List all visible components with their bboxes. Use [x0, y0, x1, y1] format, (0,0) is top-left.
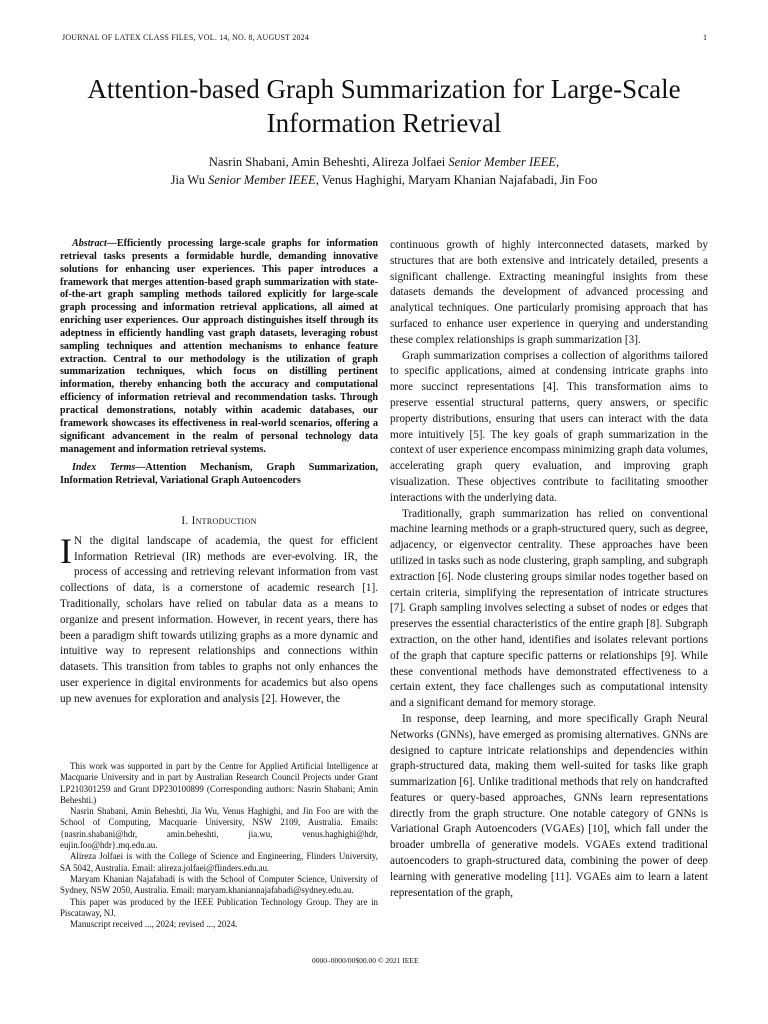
index-terms-label: Index Terms [72, 462, 136, 474]
footnote: Maryam Khanian Najafabadi is with the School of Computer Science, University of Sydney, NSW 2050, Australia. Email: maryam.khaniannajafabadi@sydney.edu.au. [60, 873, 378, 896]
footnote: This paper was produced by the IEEE Publication Technology Group. They are in Piscataway, NJ. [60, 896, 378, 918]
author-punct: , [556, 155, 560, 169]
body-paragraph: continuous growth of highly interconnected datasets, marked by structures that are both extensive and intricately detailed, presents a significant challenge. Extracting meaningful insights from these datasets demands the development of advanced processing and analytical techniques. One particularly promising approach that has surfaced to enhance user experience in querying and understanding these complex relationships is graph summarization [3]. [390, 239, 708, 346]
drop-cap: I [60, 530, 72, 571]
right-column [390, 238, 708, 901]
footnote: Manuscript received ..., 2024; revised ..., 2024. [70, 919, 238, 930]
footnote: Alireza Jolfaei is with the College of Science and Engineering, Flinders University, SA 5042, Australia. Email: alireza.jolfaei@flinders.edu.au. [60, 851, 378, 873]
section-heading [60, 514, 378, 530]
abstract [60, 238, 378, 456]
section-number: I. [181, 515, 192, 528]
author-role: Senior Member IEEE [208, 173, 316, 187]
intro-text: N the digital landscape of academia, the quest for efficient Information Retrieval (IR) methods are ever-evolving. IR, the process of accessing and retrieving relevant information from vast collections of data, is a cornerstone of academic research [1]. Traditionally, scholars have relied on tabular data as a means to organize and present information. However, in recent years, there has been a paradigm shift towards utilizing graphs as a more dynamic and intuitive way to represent relationships and connections within datasets. This transition from tables to graphs not only enhances the user experience in digital environments for academics but also opens up new avenues for exploration and analysis [2]. However, the [60, 534, 378, 705]
index-terms-text: —Attention Mechanism, Graph Summarization, Information Retrieval, Variational Graph Autoencoders [60, 462, 378, 487]
copyright-footer: 0000–0000/00$00.00 © 2021 IEEE [312, 956, 419, 965]
author-names: Jia Wu [170, 173, 209, 187]
running-head: JOURNAL OF LATEX CLASS FILES, VOL. 14, NO. 8, AUGUST 2024 [62, 33, 310, 42]
left-column [60, 238, 378, 708]
author-role: Senior Member IEEE [448, 155, 557, 169]
index-terms [60, 462, 378, 488]
author-line-1 [60, 153, 708, 171]
intro-paragraph [60, 530, 378, 708]
page-number: 1 [703, 33, 707, 42]
section-title: Introduction [191, 515, 257, 528]
abstract-label: Abstract [72, 238, 107, 249]
author-line-2 [60, 171, 708, 189]
footnote: Nasrin Shabani, Amin Beheshti, Jia Wu, Venus Haghighi, and Jin Foo are with the School of Computing, Macquarie University, NSW 2109, Australia. Emails: {nasrin.shabani@hdr, amin.beheshti, jia.wu, venus.haghighi@hdr, eujin.foo@hdr}.mq.edu.au. [60, 806, 378, 851]
body-paragraph: Graph summarization comprises a collection of algorithms tailored to specific applications, aimed at condensing intricate graphs into more succinct representations [4]. This transformation aims to preserve essential structural patterns, query answers, or specific property distributions, ensuring that users can interact with the data more intuitively [5]. The key goals of graph summarization in the context of user experience encompass minimizing graph data volumes, accelerating graph query evaluation, and improving graph visualization. These objectives contribute to facilitating smoother interactions with the underlying data. [390, 349, 708, 504]
paper-title: Attention-based Graph Summarization for Large-Scale Information Retrieval [87, 74, 681, 138]
footnotes [60, 761, 378, 930]
author-names: , Venus Haghighi, Maryam Khanian Najafabadi, Jin Foo [315, 173, 598, 187]
author-list [60, 153, 708, 189]
footnote: This work was supported in part by the Centre for Applied Artificial Intelligence at Macquarie University and in part by Australian Research Council Projects under Grant LP210301259 and Grant DP230100899 (Corresponding authors: Nasrin Shabani; Amin Beheshti.) [60, 761, 378, 805]
author-names: Nasrin Shabani, Amin Beheshti, Alireza Jolfaei [208, 155, 449, 169]
body-paragraph: In response, deep learning, and more specifically Graph Neural Networks (GNNs), have emerged as promising alternatives. GNNs are designed to capture intricate relationships and dependencies within graph-structured data, making them well-suited for tasks like graph summarization [6]. Unlike traditional methods that rely on handcrafted features or query-based approaches, GNNs learn representations directly from the graph structure. One notable category of GNNs is Variational Graph Autoencoders (VGAEs) [10], which fall under the broader umbrella of generative models. VGAEs extend traditional autoencoders to graph-structured data, combining the power of deep learning with generative modeling [11]. VGAEs aim to learn a latent representation of the graph, [390, 712, 708, 899]
abstract-text: —Efficiently processing large-scale graphs for information retrieval tasks presents a formidable hurdle, demanding innovative solutions for enhancing user experiences. This paper introduces a framework that merges attention-based graph summarization with state-of-the-art graph sampling methods tailored explicitly for large-scale graph processing and information retrieval applications, all aimed at enriching user experiences. Our approach distinguishes itself through its adeptness in efficiently handling vast graph datasets, leveraging robust sampling techniques and attention mechanisms to enhance feature extraction. Central to our methodology is the utilization of graph summarization techniques, which focus on distilling pertinent information, thereby enhancing both the accuracy and computational efficiency of information retrieval and recommendation tasks. Through practical demonstrations, notably within academic databases, our framework showcases its effectiveness in real-world scenarios, offering a significant advancement in the realm of personal technology data management and information retrieval systems. [60, 238, 378, 455]
body-paragraph: Traditionally, graph summarization has relied on conventional machine learning methods or a graph-structured query, such as degree, adjacency, or eigenvector centrality. These approaches have been utilized in tasks such as node clustering, graph sampling, and subgraph extraction [6]. Node clustering groups similar nodes together based on certain criteria, simplifying the representation of intricate structures [7]. Graph sampling involves selecting a subset of nodes or edges that preserves the essential characteristics of the entire graph [8]. Subgraph extraction, on the other hand, identifies and isolates relevant portions of the graph that capture specific patterns or relationships [9]. While these conventional methods have demonstrated effectiveness to a certain extent, they face challenges such as computational intensity and a significant demand for memory storage. [390, 507, 708, 710]
